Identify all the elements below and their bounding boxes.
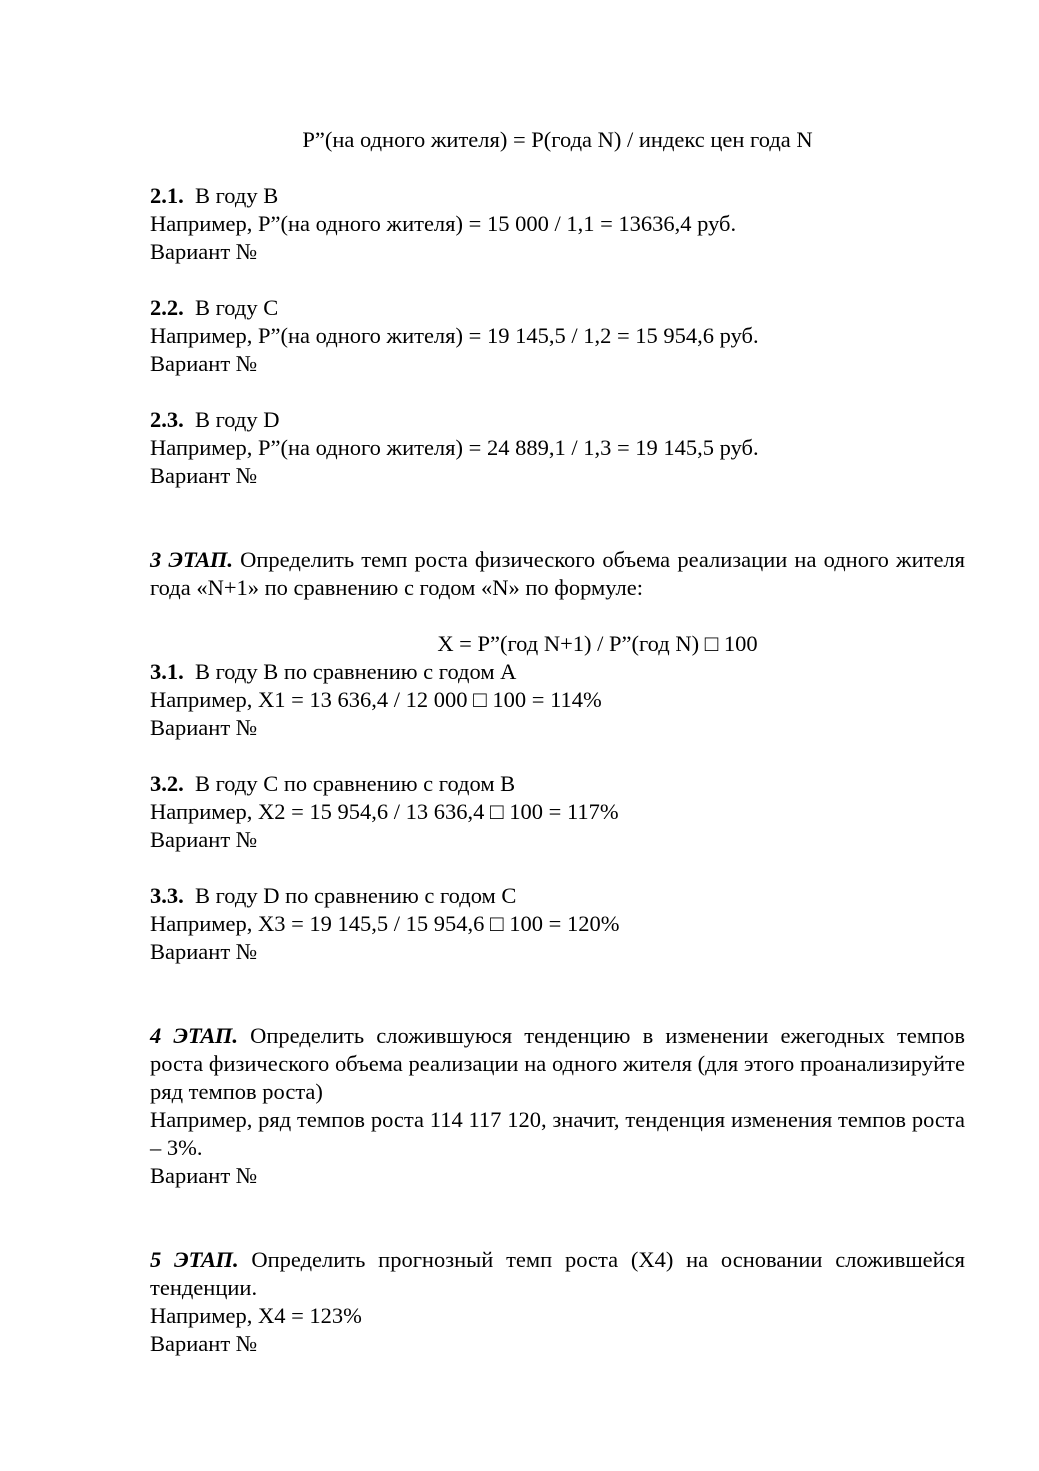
section-number: 3.3.: [150, 883, 184, 908]
stage-label: 5 ЭТАП.: [150, 1247, 239, 1272]
stage-text: Определить прогнозный темп роста (X4) на основании сложившейся тенденции.: [150, 1247, 966, 1300]
stage-text: Определить сложившуюся тенденцию в изменении ежегодных темпов роста физического объема реализации на одного жителя (для этого проанализируйте ряд темпов роста): [150, 1023, 966, 1104]
section-3-3: [150, 882, 965, 966]
section-title: В году D по сравнению с годом C: [195, 883, 517, 908]
section-2-3: [150, 406, 965, 490]
stage-4-example: Например, ряд темпов роста 114 117 120, значит, тенденция изменения темпов роста – 3%.: [150, 1107, 965, 1160]
section-title: В году B: [195, 183, 279, 208]
example-line: Например, X2 = 15 954,6 / 13 636,4 □ 100 = 117%: [150, 799, 619, 824]
variant-line: Вариант №: [150, 827, 258, 852]
variant-line: Вариант №: [150, 351, 258, 376]
variant-line: Вариант №: [150, 239, 258, 264]
document-content: [150, 126, 965, 1358]
section-title: В году C: [195, 295, 279, 320]
stage-label: 4 ЭТАП.: [150, 1023, 238, 1048]
formula-per-resident: P”(на одного жителя) = P(года N) / индекс цен года N: [302, 127, 813, 152]
stage-5-intro: [150, 1246, 965, 1302]
section-number: 2.1.: [150, 183, 184, 208]
variant-line: Вариант №: [150, 463, 258, 488]
example-line: Например, X4 = 123%: [150, 1303, 362, 1328]
stage-4-intro: [150, 1022, 965, 1106]
stage-text: Определить темп роста физического объема реализации на одного жителя года «N+1» по сравнению с годом «N» по формуле:: [150, 547, 966, 600]
stage-label: 3 ЭТАП.: [150, 547, 233, 572]
variant-line: Вариант №: [150, 715, 258, 740]
variant-line: Вариант №: [150, 1163, 258, 1188]
variant-line: Вариант №: [150, 939, 258, 964]
section-title: В году C по сравнению с годом B: [195, 771, 516, 796]
section-2-1: [150, 182, 965, 266]
variant-line: Вариант №: [150, 1331, 258, 1356]
section-title: В году B по сравнению с годом A: [195, 659, 517, 684]
section-2-2: [150, 294, 965, 378]
section-number: 3.1.: [150, 659, 184, 684]
section-3-1: [150, 658, 965, 742]
section-number: 2.3.: [150, 407, 184, 432]
example-line: Например, P”(на одного жителя) = 24 889,1 / 1,3 = 19 145,5 руб.: [150, 435, 759, 460]
section-title: В году D: [195, 407, 280, 432]
example-line: Например, X1 = 13 636,4 / 12 000 □ 100 = 114%: [150, 687, 602, 712]
example-line: Например, P”(на одного жителя) = 15 000 / 1,1 = 13636,4 руб.: [150, 211, 737, 236]
example-line: Например, X3 = 19 145,5 / 15 954,6 □ 100 = 120%: [150, 911, 620, 936]
section-number: 2.2.: [150, 295, 184, 320]
example-line: Например, P”(на одного жителя) = 19 145,5 / 1,2 = 15 954,6 руб.: [150, 323, 759, 348]
section-number: 3.2.: [150, 771, 184, 796]
formula-growth-rate: X = P”(год N+1) / P”(год N) □ 100: [437, 631, 758, 656]
stage-3-intro: [150, 546, 965, 602]
section-3-2: [150, 770, 965, 854]
